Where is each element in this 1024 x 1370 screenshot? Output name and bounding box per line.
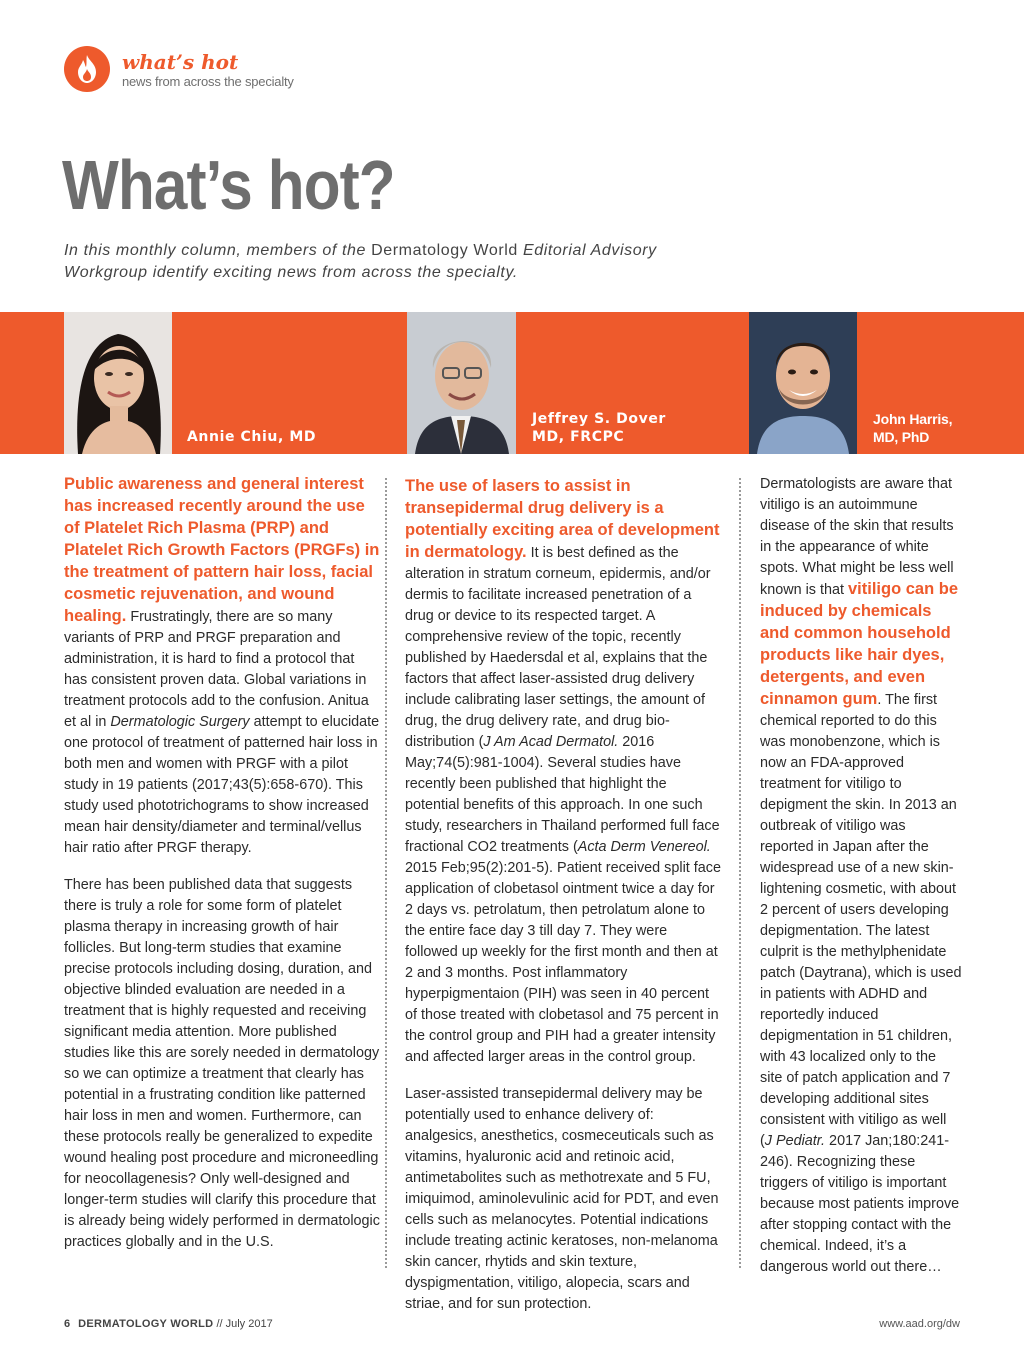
journal-citation: Acta Derm Venereol. — [577, 839, 711, 855]
author-photo-annie-chiu — [64, 312, 172, 454]
article-text: It is best defined as the alteration in stratum corneum, epidermis, and/or dermis to facilitate increased penetration of a drug or device to its respected target. A comprehensive review of the topic, recently published by Haedersdal et al, explains that the factors that affect laser-assisted drug delivery include calibrating laser settings, the amount of drug, the drug delivery rate, and drug bio-distribution ( — [405, 545, 711, 750]
author-name-annie-chiu: Annie Chiu, MD — [187, 429, 317, 445]
article-paragraph — [760, 474, 962, 1278]
article-column-chiu — [64, 474, 380, 1269]
column-tag-title: what’s hot — [122, 50, 239, 74]
author-name-jeffrey-dover — [532, 410, 666, 446]
column-divider — [385, 478, 387, 1268]
journal-citation: Dermatologic Surgery — [110, 714, 250, 730]
intro-deck-part1: In this monthly column, members of the — [64, 242, 372, 259]
article-paragraph — [405, 476, 723, 1068]
article-highlight: vitiligo can be induced by chemicals and common household products like hair dyes, detergents, and even cinnamon gum — [760, 580, 959, 708]
article-text: Dermatologists are aware that vitiligo is an autoimmune disease of the skin that results in the appearance of white spots. What might be less well known is that — [760, 476, 954, 598]
article-column-dover — [405, 476, 723, 1331]
page-number: 6 — [64, 1318, 71, 1330]
flame-icon — [64, 46, 110, 92]
column-divider — [739, 478, 741, 1268]
article-paragraph: Laser-assisted transepidermal delivery may be potentially used to enhance delivery of: analgesics, anesthetics, cosmeceuticals such as vitamins, hyaluronic acid and retinoic acid, antimetabolites such as methotrexate and 5 FU, imiquimod, aminolevulinic acid for PDT, and even cells such as melanocytes. Potential indications include treating actinic keratoses, non-melanoma skin cancer, rhytids and skin texture, dyspigmentation, vitiligo, alopecia, scars and striae, and for sun protection. — [405, 1086, 719, 1312]
intro-deck-magazine: Dermatology World — [371, 242, 518, 259]
article-paragraph — [64, 474, 380, 859]
column-tag-subtitle: news from across the specialty — [122, 74, 294, 89]
author-name-jeffrey-dover-line2: MD, FRCPC — [532, 429, 625, 445]
article-text: 2016 May;74(5):981-1004). Several studies have recently been published that highlight the potential benefits of this approach. In one such study, researchers in Thailand performed full face fractional CO2 treatments ( — [405, 734, 720, 855]
footer-issue: // July 2017 — [213, 1318, 273, 1330]
journal-citation: J Pediatr. — [764, 1133, 826, 1149]
article-column-harris — [760, 474, 962, 1294]
article-paragraph: There has been published data that suggests there is truly a role for some form of platelet plasma therapy in increasing growth of hair follicles. But long-term studies that examine precise protocols including dosing, duration, and objective blinded evaluation are needed in a treatment that is highly requested and receiving significant media attention. More published studies like this are sorely needed in dermatology so we can optimize a treatment that clearly has potential in a frustrating condition like patterned hair loss in men and women. Furthermore, can these protocols really be generalized to expedite wound healing post procedure and microneedling for neocollagenesis? Only well-designed and longer-term studies will clarify this procedure that is already being widely performed in dermatologic practices globally and in the U.S. — [64, 877, 380, 1250]
article-highlight: Public awareness and general interest has increased recently around the use of Platelet Rich Plasma (PRP) and Platelet Rich Growth Factors (PRGFs) in the treatment of pattern hair loss, facial cosmetic rejuvenation, and wound healing. — [64, 475, 380, 625]
article-text: Frustratingly, there are so many variants of PRP and PRGF preparation and administration, it is hard to find a protocol that has consistent proven data. Global variations in treatment protocols add to the confusion. Anitua et al in — [64, 609, 369, 730]
footer-magazine: DERMATOLOGY WORLD — [78, 1318, 214, 1330]
author-photo-john-harris — [749, 312, 857, 454]
article-text: 2015 Feb;95(2):201-5). Patient received split face application of clobetasol ointment twice a day for 2 days vs. petrolatum, then petrolatum alone to the entire face day 3 till day 7. They were followed up weekly for the first month and then at 2 and 3 months. Post inflammatory hyperpigmentaion (PIH) was seen in 40 percent of those treated with clobetasol and 75 percent in the control group and PIH had a greater intensity and affected larger areas in the control group. — [405, 860, 721, 1065]
journal-citation: J Am Acad Dermatol. — [483, 734, 619, 750]
article-highlight: The use of lasers to assist in transepidermal drug delivery is a potentially exciting area of development in dermatology. — [405, 477, 720, 561]
intro-deck — [64, 240, 684, 284]
author-name-jeffrey-dover-line1: Jeffrey S. Dover — [532, 411, 666, 427]
author-name-john-harris — [873, 410, 952, 446]
author-band — [0, 312, 1024, 454]
author-name-john-harris-line2: MD, PhD — [873, 429, 930, 445]
footer-url[interactable]: www.aad.org/dw — [879, 1318, 960, 1330]
article-text: attempt to elucidate one protocol of treatment of patterned hair loss in both men and women with PRGF with a pilot study in 19 patients (2017;43(5):658-670). This study used phototrichograms to show increased mean hair density/diameter and terminal/vellus hair ratio after PRGF therapy. — [64, 714, 380, 856]
article-text: . The first chemical reported to do this was monobenzone, which is now an FDA-approved treatment for vitiligo to depigment the skin. In 2013 an outbreak of vitiligo was reported in Japan after the widespread use of a new skin-lightening cosmetic, with about 2 percent of users developing depigmentation. The latest culprit is the methylphenidate patch (Daytrana), which is used in patients with ADHD and reportedly induced depigmentation in 51 children, with 43 localized only to the site of patch application and 7 developing additional sites consistent with vitiligo as well ( — [760, 692, 962, 1149]
intro-deck-part2: Editorial Advisory Workgroup identify exciting news from across the specialty. — [64, 242, 657, 281]
page-footer — [64, 1318, 273, 1330]
article-text: 2017 Jan;180:241-246). Recognizing these triggers of vitiligo is important because most patients improve after stopping contact with the chemical. Indeed, it’s a dangerous world out there… — [760, 1133, 960, 1275]
page-title: What’s hot? — [62, 146, 395, 224]
author-name-john-harris-line1: John Harris, — [873, 411, 953, 427]
author-photo-jeffrey-dover — [407, 312, 516, 454]
